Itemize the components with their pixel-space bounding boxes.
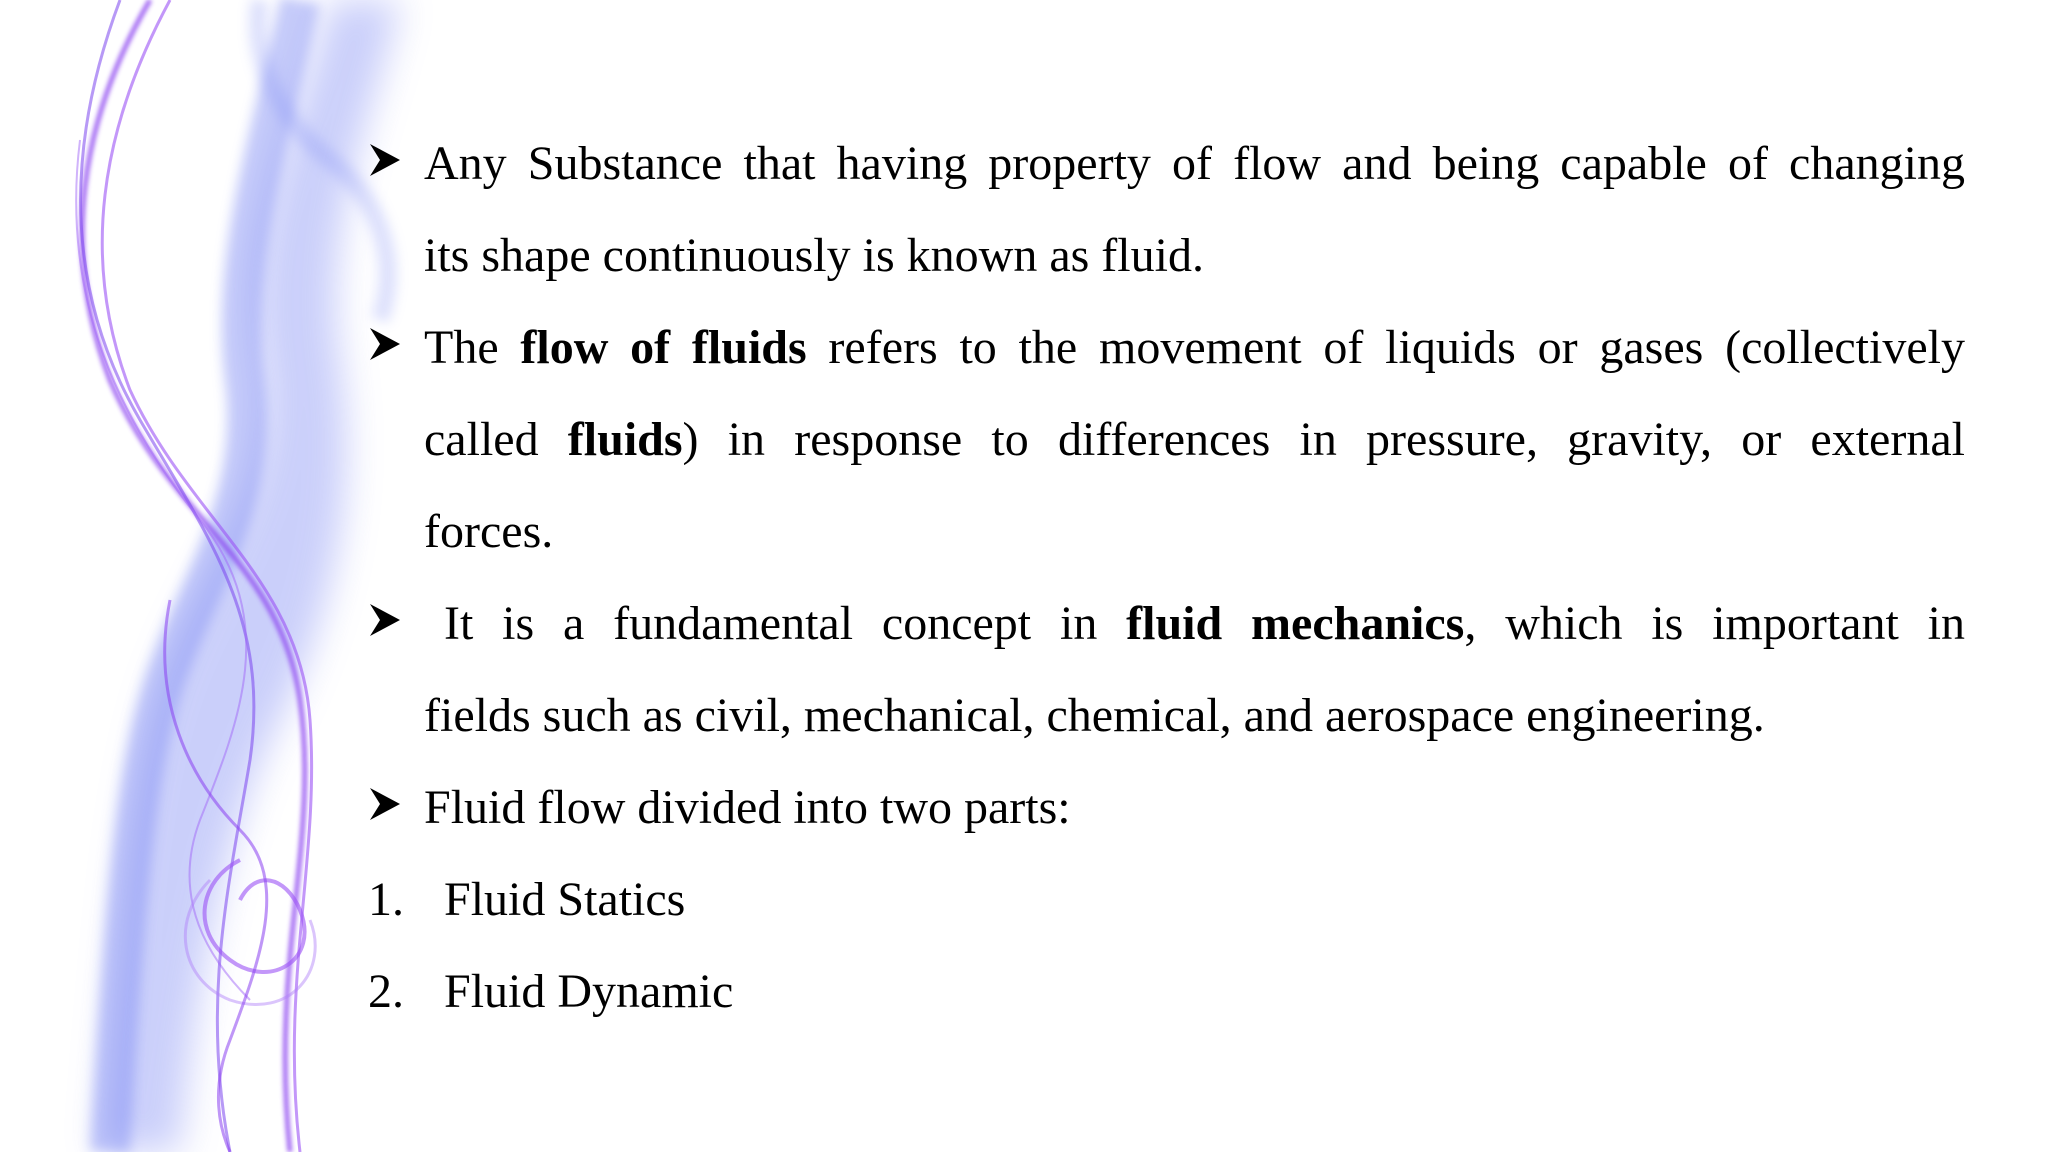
bullet-line: called fluids) in response to differences in pressure, gravity, or external <box>424 413 1965 466</box>
numbered-item-fluid-dynamic <box>368 946 1965 1038</box>
arrowhead-bullet-icon <box>368 602 402 638</box>
bullet-line: its shape continuously is known as fluid. <box>424 229 1204 282</box>
arrowhead-bullet-icon <box>368 142 402 178</box>
bullet-line: The flow of fluids refers to the movement of liquids or gases (collectively <box>424 321 1965 374</box>
bullet-line: fields such as civil, mechanical, chemical, and aerospace engineering. <box>424 689 1765 742</box>
bold-term: fluids <box>567 413 683 466</box>
bullet-line: It is a fundamental concept in fluid mechanics, which is important in <box>444 597 1965 650</box>
bullet-fluid-definition <box>368 118 1965 302</box>
bullet-line: Any Substance that having property of flow and being capable of changing <box>424 137 1965 190</box>
bullet-fluid-flow-parts <box>368 762 1965 854</box>
arrowhead-bullet-icon <box>368 326 402 362</box>
numbered-item-fluid-statics <box>368 854 1965 946</box>
item-label: Fluid Dynamic <box>444 965 734 1018</box>
bullet-fluid-mechanics <box>368 578 1965 762</box>
item-number: 1. <box>368 873 404 926</box>
slide-body <box>368 118 1965 1038</box>
bold-term: flow of fluids <box>520 321 807 374</box>
bold-term: fluid mechanics <box>1126 597 1465 650</box>
bullet-flow-of-fluids <box>368 302 1965 578</box>
arrowhead-bullet-icon <box>368 786 402 822</box>
bullet-line: forces. <box>424 505 554 558</box>
item-label: Fluid Statics <box>444 873 686 926</box>
bullet-line: Fluid flow divided into two parts: <box>424 781 1071 834</box>
item-number: 2. <box>368 965 404 1018</box>
